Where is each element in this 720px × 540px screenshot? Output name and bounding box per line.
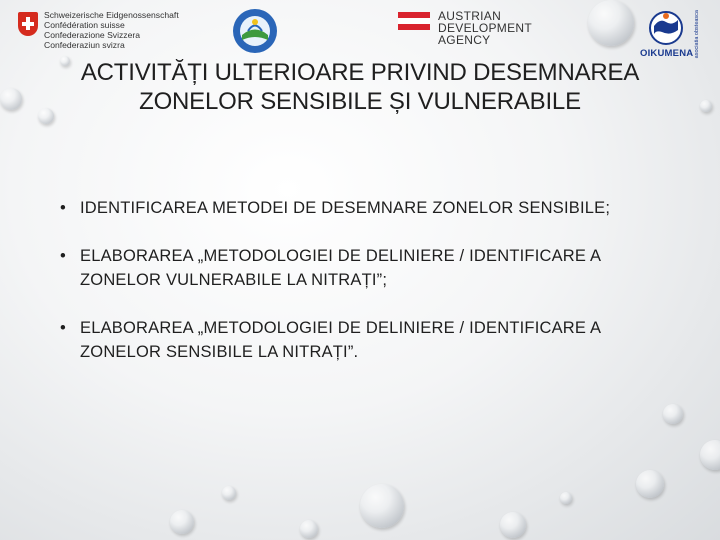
bullet-item [60, 196, 660, 220]
swiss-logo-text [44, 10, 179, 50]
austria-flag-icon [398, 12, 430, 30]
water-drop [560, 492, 572, 504]
water-drop [170, 510, 194, 534]
bullet-symbol: • [60, 319, 66, 337]
swiss-logo-line: Confederazione Svizzera [44, 30, 141, 40]
water-drop [0, 88, 22, 110]
bullet-text: ELABORAREA „METODOLOGIEI DE DELINIERE / IDENTIFICARE A ZONELOR VULNERABILE LA NITRAȚI”; [80, 247, 601, 289]
emblem-icon [232, 8, 278, 54]
water-drop [636, 470, 664, 498]
bullet-text: ELABORAREA „METODOLOGIEI DE DELINIERE / IDENTIFICARE A ZONELOR SENSIBILE LA NITRAȚI”. [80, 319, 601, 361]
water-drop [60, 56, 70, 66]
ada-logo-line: AGENCY [438, 33, 491, 47]
ada-logo-line: AUSTRIAN [438, 9, 502, 23]
water-drop [588, 0, 634, 46]
slide-title: ACTIVITĂȚI ULTERIOARE PRIVIND DESEMNAREA ZONELOR SENSIBILE ȘI VULNERABILE [80, 59, 640, 115]
moldova-emblem-logo [232, 8, 278, 54]
water-drop [360, 484, 404, 528]
oikumena-logo [638, 8, 712, 64]
austrian-development-agency-logo [398, 9, 532, 54]
swiss-logo-line: Confederaziun svizra [44, 40, 125, 50]
ada-logo-line: DEVELOPMENT [438, 21, 532, 35]
globe-icon [646, 8, 686, 48]
bullet-text: IDENTIFICAREA METODEI DE DESEMNARE ZONELOR SENSIBILE; [80, 199, 611, 217]
bullet-item [60, 244, 660, 292]
oikumena-name: OIKUMENA [640, 48, 694, 59]
oikumena-side-text: asociatia obsteasca [694, 10, 700, 59]
water-drop [700, 440, 720, 470]
swiss-confederation-logo [14, 8, 194, 54]
water-drop [700, 100, 712, 112]
swiss-logo-line: Confédération suisse [44, 20, 125, 30]
swiss-logo-line: Schweizerische Eidgenossenschaft [44, 10, 179, 20]
bullet-symbol: • [60, 199, 66, 217]
swiss-flag-icon [18, 12, 38, 36]
water-drop [38, 108, 54, 124]
bullet-symbol: • [60, 247, 66, 265]
bullet-item [60, 316, 660, 364]
water-drop [663, 404, 683, 424]
water-drop [500, 512, 526, 538]
water-drop [300, 520, 318, 538]
bullet-list [60, 196, 660, 388]
ada-logo-text [438, 10, 532, 46]
water-drop [222, 486, 236, 500]
